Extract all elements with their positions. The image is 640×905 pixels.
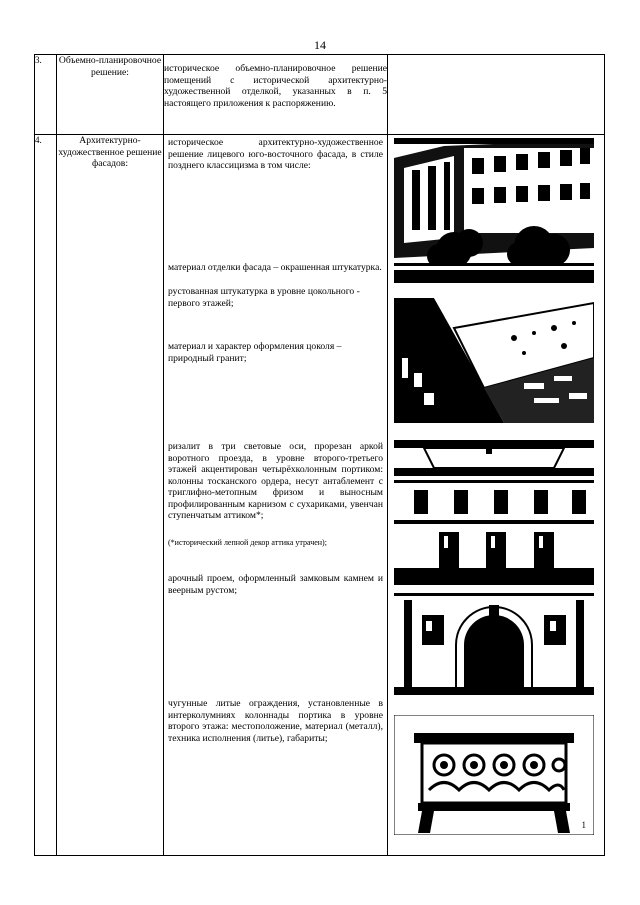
rusticated-plaster-text: рустованная штукатурка в уровне цокольного - первого этажей; xyxy=(168,286,360,309)
requirements-table xyxy=(34,54,605,856)
table-row xyxy=(35,135,605,856)
image-cell-empty xyxy=(388,55,605,135)
row-description: историческое объемно-планировочное решение помещений с исторической архитектурно-художественной отделкой, указанных в п. 5 настоящего приложения к распоряжению. xyxy=(164,55,388,135)
attic-note-text: (*исторический лепной декор аттика утрачен); xyxy=(168,538,327,547)
railing-text: чугунные литые ограждения, установленные в интерколумниях колоннады портика в уровне второго этажа: местоположение, материал (металл), техника исполнения (литье), габариты; xyxy=(168,698,383,744)
finish-material-text: материал отделки фасада – окрашенная штукатурка. xyxy=(168,262,382,273)
risalit-text: ризалит в три световые оси, прорезан аркой воротного проезда, в уровне второго-третьего этажей акцентирован четырёхколонным портиком: колонны тосканского ордера, несут антаблемент с триглифно-метопным фризом и выносным профилированным карнизом с сухариками, увенчан ступенчатым аттиком*; xyxy=(168,441,383,521)
portico-photo-icon xyxy=(394,440,594,575)
row-description xyxy=(164,135,388,856)
row-name: Объемно-планировочное решение: xyxy=(57,55,164,135)
arch-opening-text: арочный проем, оформленный замковым камнем и веерным рустом; xyxy=(168,573,383,596)
arch-photo-icon xyxy=(394,575,594,695)
facade-photo-icon xyxy=(394,138,594,283)
row-number: 3. xyxy=(35,55,57,135)
photo-label: 1 xyxy=(581,820,586,831)
cast-iron-railing-photo-icon xyxy=(394,715,594,835)
photos-cell xyxy=(388,135,605,856)
page-number: 14 xyxy=(314,38,326,52)
row-number: 4. xyxy=(35,135,57,856)
table-row xyxy=(35,55,605,135)
row-name: Архитектурно-художественное решение фасадов: xyxy=(57,135,164,856)
plinth-text: материал и характер оформления цоколя – природный гранит; xyxy=(168,341,342,364)
facade-intro-text: историческое архитектурно-художественное решение лицевого юго-восточного фасада, в стиле позднего классицизма в том числе: xyxy=(168,137,383,171)
granite-plinth-photo-icon xyxy=(394,298,594,423)
